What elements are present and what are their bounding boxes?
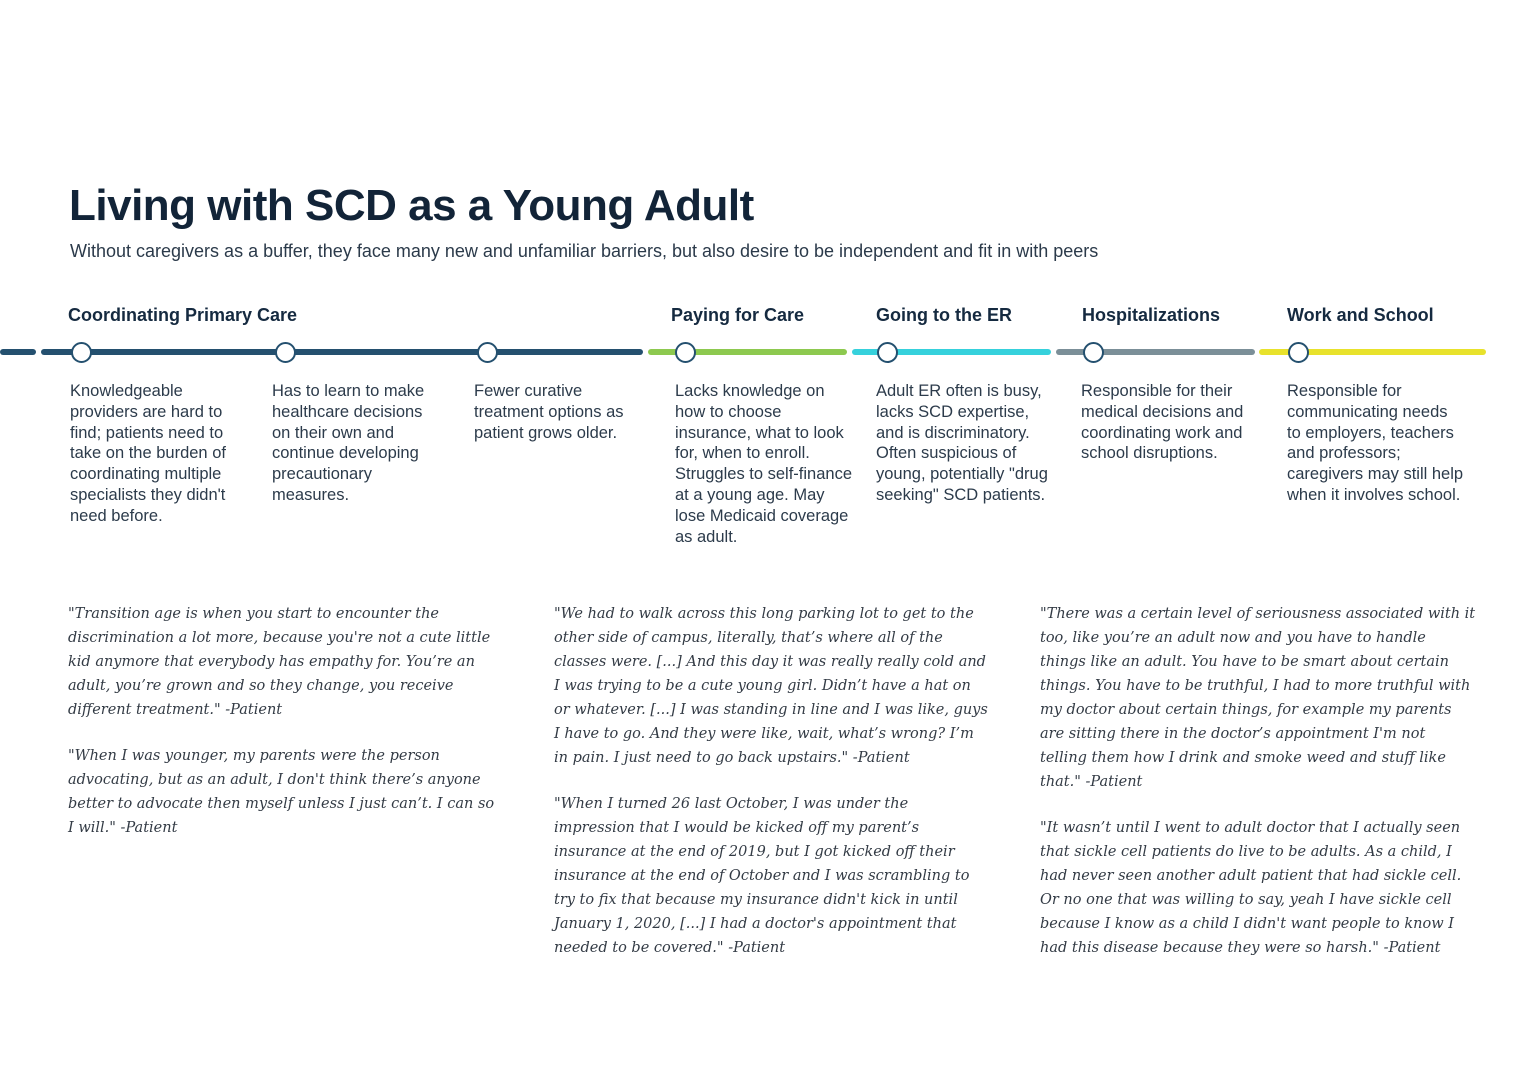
timeline-node xyxy=(877,342,898,363)
timeline-node xyxy=(1288,342,1309,363)
section-label-work-and-school: Work and School xyxy=(1287,305,1434,325)
quote-column xyxy=(1040,602,1476,982)
timeline-node xyxy=(675,342,696,363)
timeline-node xyxy=(477,342,498,363)
step-description-curative-options: Fewer curative treatment options as patient grows older. xyxy=(474,382,624,442)
step-description-hospitalizations: Responsible for their medical decisions and coordinating work and school disruptions. xyxy=(1081,382,1244,463)
step-description-decisions: Has to learn to make healthcare decisions on their own and continue developing precautionary measures. xyxy=(272,382,425,504)
step-description-insurance: Lacks knowledge on how to choose insurance, what to look for, when to enroll. Struggles to self-finance at a young age. May lose Medicaid coverage as adult. xyxy=(675,382,853,546)
patient-quote: "We had to walk across this long parking lot to get to the other side of campus, literally, that’s where all of the classes were. [...] And this day it was really really cold and I was trying to be a cute young girl. Didn’t have a hat on or whatever. [...] I was standing in line and I was like, guys I have to go. And they were like, wait, what’s wrong? I’m in pain. I just need to go back upstairs." -Patient xyxy=(554,606,988,766)
section-label-paying-for-care: Paying for Care xyxy=(671,305,805,325)
quote-column xyxy=(554,602,990,982)
page-subtitle: Without caregivers as a buffer, they face many new and unfamiliar barriers, but also desire to be independent and fit in with peers xyxy=(70,241,1099,261)
patient-quote: "Transition age is when you start to encounter the discrimination a lot more, because you're not a cute little kid anymore that everybody has empathy for. You’re an adult, you’re grown and so they change, you receive different treatment." -Patient xyxy=(68,606,491,718)
quote-column xyxy=(68,602,496,862)
step-description-er: Adult ER often is busy, lacks SCD expertise, and is discriminatory. Often suspicious of young, potentially "drug seeking" SCD patients. xyxy=(876,382,1048,504)
step-description-providers: Knowledgeable providers are hard to find; patients need to take on the burden of coordinating multiple specialists they didn't need before. xyxy=(70,382,226,525)
section-label-going-to-the-er: Going to the ER xyxy=(876,305,1012,325)
patient-quote: "There was a certain level of seriousness associated with it too, like you’re an adult now and you have to handle things like an adult. You have to be smart about certain things. You have to be truthful, I had to more truthful with my doctor about certain things, for example my parents are sitting there in the doctor’s appointment I'm not telling them how I drink and smoke weed and stuff like that." -Patient xyxy=(1040,606,1476,790)
timeline-segment-lead-in xyxy=(0,349,36,355)
timeline-node xyxy=(71,342,92,363)
section-label-coordinating-primary-care: Coordinating Primary Care xyxy=(68,305,298,325)
section-label-hospitalizations: Hospitalizations xyxy=(1082,305,1221,325)
timeline-segment-primary-care xyxy=(41,349,643,355)
step-description-work-school: Responsible for communicating needs to employers, teachers and professors; caregivers may still help when it involves school. xyxy=(1287,382,1464,504)
timeline-node xyxy=(275,342,296,363)
patient-quote: "It wasn’t until I went to adult doctor that I actually seen that sickle cell patients do live to be adults. As a child, I had never seen another adult patient that had sickle cell. Or no one that was willing to say, yeah I have sickle cell because I know as a child I didn't want people to know I had this disease because they were so harsh." -Patient xyxy=(1040,820,1462,956)
patient-quote: "When I was younger, my parents were the person advocating, but as an adult, I don't think there’s anyone better to advocate then myself unless I just can’t. I can so I will." -Patient xyxy=(68,748,495,836)
patient-quote: "When I turned 26 last October, I was under the impression that I would be kicked off my parent’s insurance at the end of 2019, but I got kicked off their insurance at the end of October and I was scrambling to try to fix that because my insurance didn't kick in until January 1, 2020, [...] I had a doctor's appointment that needed to be covered." -Patient xyxy=(554,796,970,956)
timeline-node xyxy=(1083,342,1104,363)
page-title: Living with SCD as a Young Adult xyxy=(69,181,754,230)
